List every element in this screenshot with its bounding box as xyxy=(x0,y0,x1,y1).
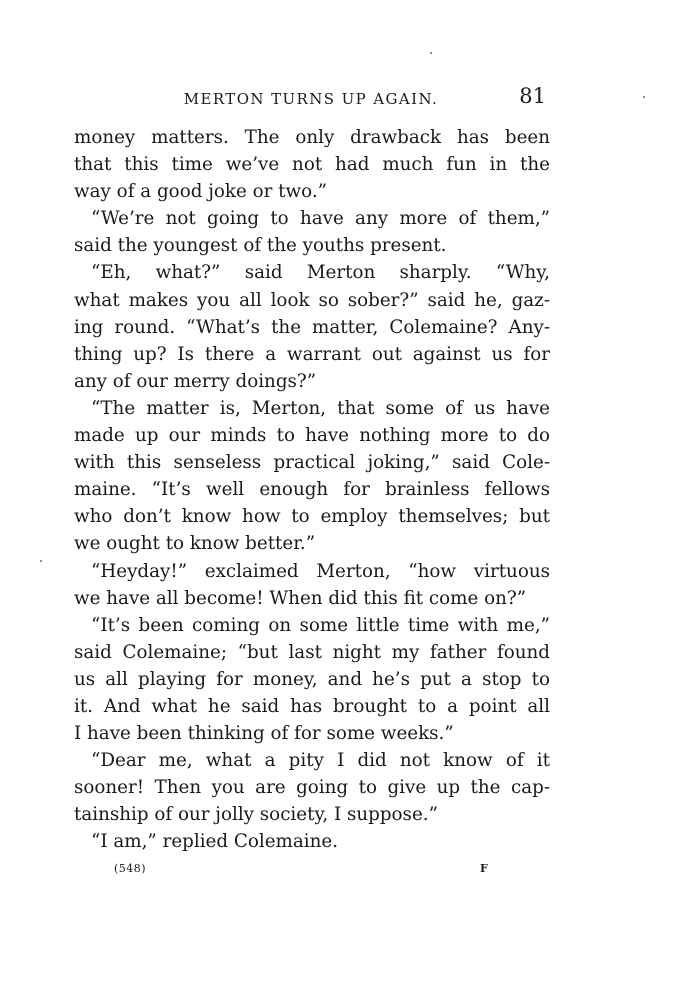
page-footer xyxy=(0,862,677,882)
text-line: who don’t know how to employ themselves; but xyxy=(74,506,550,528)
body-text xyxy=(74,124,550,856)
text-line: us all playing for money, and he’s put a stop to xyxy=(74,668,550,690)
print-speck xyxy=(430,52,432,54)
text-line: “It’s been coming on some little time with me,” xyxy=(91,614,550,636)
text-line: maine. “It’s well enough for brainless fellows xyxy=(74,479,550,501)
running-head xyxy=(74,84,548,114)
text-line: said the youngest of the youths present. xyxy=(74,235,447,257)
text-line: “I am,” replied Colemaine. xyxy=(91,831,339,853)
running-title: MERTON TURNS UP AGAIN. xyxy=(183,90,439,108)
signature-number: (548) xyxy=(114,862,147,875)
print-speck xyxy=(643,96,645,98)
page-number: 81 xyxy=(519,84,546,108)
print-speck xyxy=(40,560,42,562)
signature-letter: F xyxy=(480,862,488,875)
text-line: tainship of our jolly society, I suppose.” xyxy=(74,804,438,826)
text-line: we have all become! When did this fit come on?” xyxy=(74,587,527,609)
text-line: any of our merry doings?” xyxy=(74,370,317,392)
text-line: “We’re not going to have any more of them,” xyxy=(91,208,550,230)
text-line: “Eh, what?” said Merton sharply. “Why, xyxy=(91,262,550,284)
text-line: way of a good joke or two.” xyxy=(74,181,327,203)
text-line: sooner! Then you are going to give up the cap- xyxy=(74,777,550,799)
text-line: “Heyday!” exclaimed Merton, “how virtuous xyxy=(91,560,550,582)
text-line: “The matter is, Merton, that some of us have xyxy=(91,397,550,419)
text-line: money matters. The only drawback has been xyxy=(74,127,550,148)
text-line: ing round. “What’s the matter, Colemaine? Any- xyxy=(74,316,550,338)
text-line: “Dear me, what a pity I did not know of it xyxy=(91,750,550,772)
text-line: with this senseless practical joking,” said Cole- xyxy=(74,452,550,474)
text-line: what makes you all look so sober?” said he, gaz- xyxy=(74,289,550,311)
text-line: we ought to know better.” xyxy=(74,533,316,555)
text-line: thing up? Is there a warrant out against us for xyxy=(74,343,550,365)
text-line: it. And what he said has brought to a point all xyxy=(74,695,550,717)
text-line: that this time we’ve not had much fun in the xyxy=(74,154,550,176)
text-line: made up our minds to have nothing more to do xyxy=(74,425,550,447)
text-line: I have been thinking of for some weeks.” xyxy=(74,723,454,745)
text-line: said Colemaine; “but last night my father found xyxy=(74,641,550,663)
